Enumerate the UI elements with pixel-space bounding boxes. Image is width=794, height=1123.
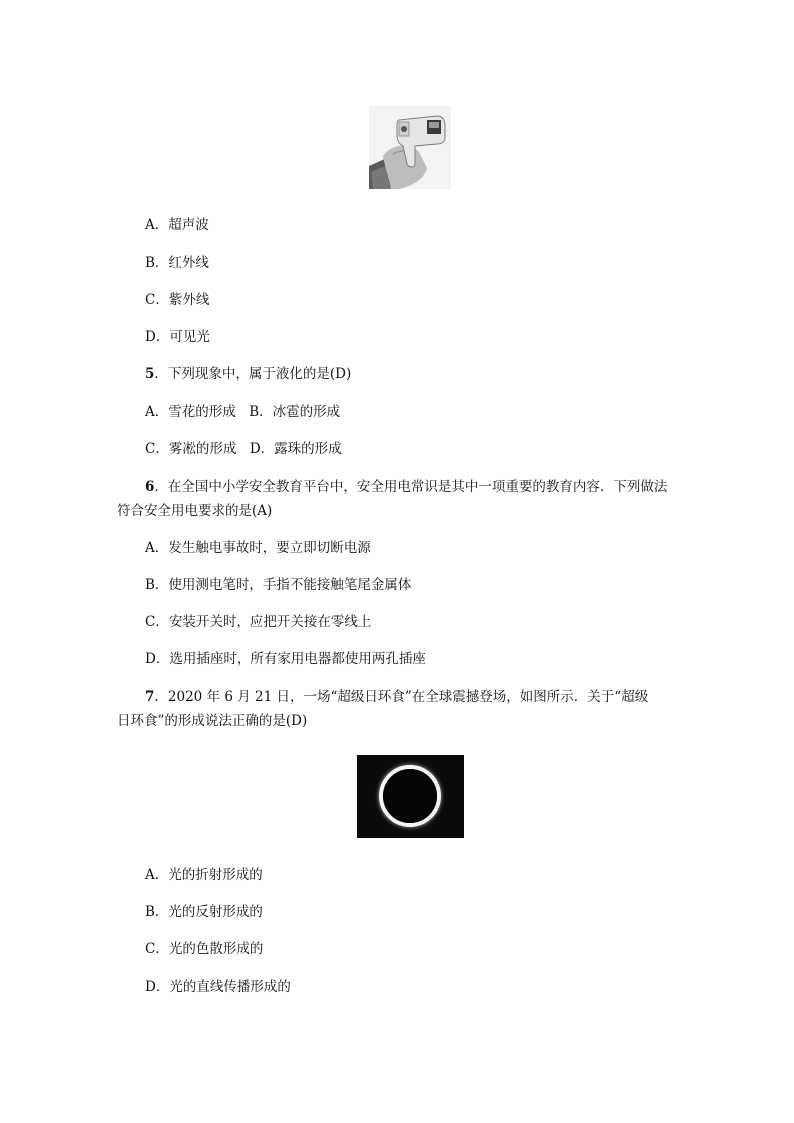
q7-stem-line2: 日环食”的形成说法正确的是(D): [117, 713, 308, 729]
q7-number: 7: [145, 689, 155, 705]
q6-option-b: B．使用测电笔时，手指不能接触笔尾金属体: [145, 577, 412, 593]
q6-stem-text: ．在全国中小学安全教育平台中，安全用电常识是其中一项重要的教育内容．下列做法: [154, 479, 668, 495]
q6-option-c: C．安装开关时，应把开关接在零线上: [145, 614, 372, 630]
q7-stem-line1: [145, 688, 648, 706]
q7-stem-text: ．2020 年 6 月 21 日，一场“超级日环食”在全球震撼登场，如图所示．关于“超级: [154, 689, 649, 705]
q6-stem-line1: [145, 478, 667, 496]
thermometer-photo: [369, 106, 451, 189]
q5-options-line2: C．雾凇的形成 D．露珠的形成: [145, 441, 342, 457]
q7-option-c: C．光的色散形成的: [145, 941, 264, 957]
eclipse-photo: [357, 755, 464, 838]
infrared-thermometer-illustration: [369, 106, 451, 189]
annular-eclipse-illustration: [357, 755, 464, 838]
q5-stem-text: ．下列现象中，属于液化的是(D): [154, 366, 352, 382]
q5-options-line1: A．雪花的形成 B．冰雹的形成: [145, 404, 341, 420]
q4-option-d: D．可见光: [145, 329, 210, 345]
q4-option-a: A．超声波: [145, 217, 209, 233]
q6-number: 6: [145, 479, 155, 495]
q7-option-a: A．光的折射形成的: [145, 867, 263, 883]
q6-option-d: D．选用插座时，所有家用电器都使用两孔插座: [145, 651, 426, 667]
q7-option-d: D．光的直线传播形成的: [145, 979, 291, 995]
q4-option-b: B．红外线: [145, 255, 209, 271]
q6-stem-line2: 符合安全用电要求的是(A): [117, 503, 273, 519]
q5-stem: [145, 365, 351, 383]
q5-number: 5: [145, 366, 155, 382]
q7-option-b: B．光的反射形成的: [145, 904, 263, 920]
q4-option-c: C．紫外线: [145, 292, 210, 308]
q6-option-a: A．发生触电事故时，要立即切断电源: [145, 540, 371, 556]
